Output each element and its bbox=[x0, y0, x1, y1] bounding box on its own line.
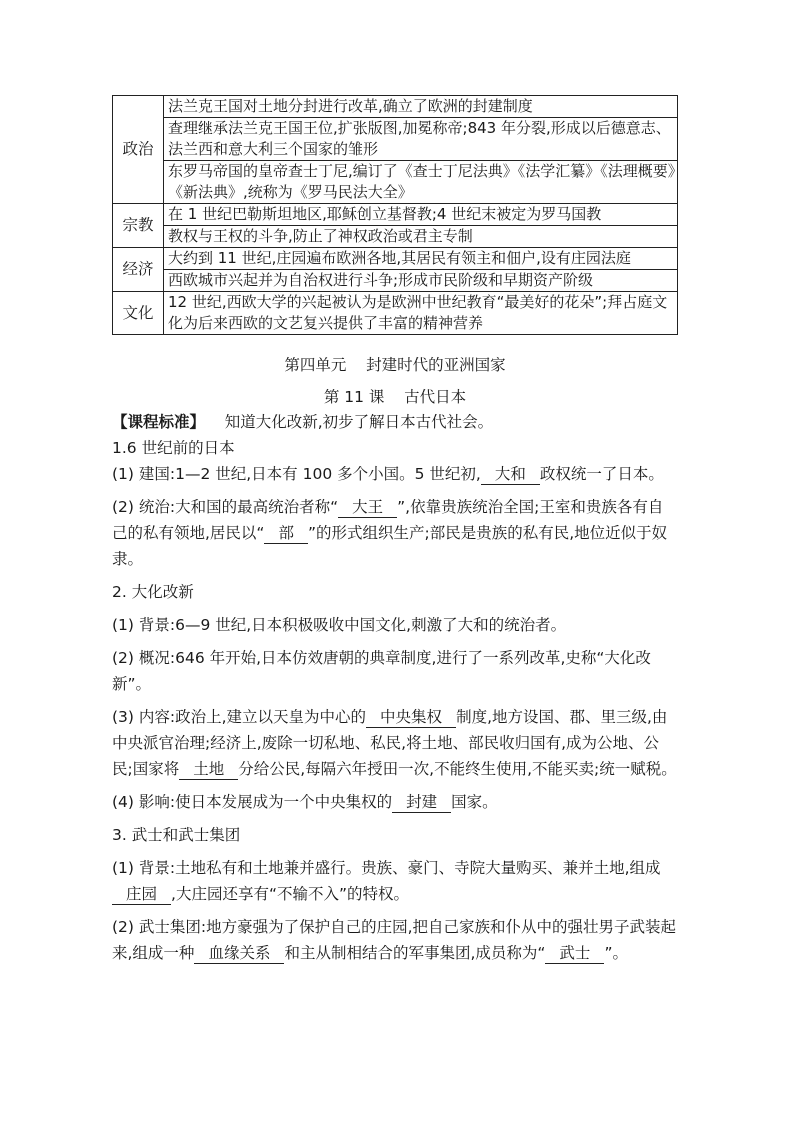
answer-blank: 部 bbox=[264, 523, 308, 544]
course-standard-text: 知道大化改新,初步了解日本古代社会。 bbox=[205, 413, 494, 431]
text-run: 分给公民,每隔六年授田一次,不能终生使用,不能买卖;统一赋税。 bbox=[238, 760, 677, 778]
text-run: (2) 统治:大和国的最高统治者称“ bbox=[112, 498, 339, 516]
answer-blank: 中央集权 bbox=[366, 707, 456, 728]
paragraph: (2) 概况:646 年开始,日本仿效唐朝的典章制度,进行了一系列改革,史称“大化改新”。 bbox=[112, 649, 651, 693]
table-cell: 查理继承法兰克王国王位,扩张版图,加冕称帝;843 年分裂,形成以后德意志、法兰西和意大利三个国家的雏形 bbox=[164, 118, 678, 161]
text-run: (4) 影响:使日本发展成为一个中央集权的 bbox=[112, 793, 393, 811]
paragraph bbox=[112, 914, 678, 966]
answer-blank: 庄园 bbox=[112, 884, 171, 905]
text-run: 和主从制相结合的军事集团,成员称为“ bbox=[284, 944, 546, 962]
table-cell: 西欧城市兴起并为自治权进行斗争;形成市民阶级和早期资产阶级 bbox=[164, 270, 678, 292]
section-heading: 3. 武士和武士集团 bbox=[112, 826, 241, 844]
text-run: (2) 武士集团:地方豪强为了保护自己的庄园,把自己家族和仆从中的强壮男子武装起来,组成一种 bbox=[112, 918, 677, 962]
text-run: ,大庄园还享有“不输不入”的特权。 bbox=[171, 885, 410, 903]
document-page bbox=[112, 95, 678, 966]
table-category-culture: 文化 bbox=[113, 292, 164, 335]
table-row bbox=[113, 96, 678, 118]
table-category-religion: 宗教 bbox=[113, 204, 164, 248]
table-cell: 法兰克王国对土地分封进行改革,确立了欧洲的封建制度 bbox=[164, 96, 678, 118]
unit-title: 第四单元 封建时代的亚洲国家 bbox=[284, 356, 506, 374]
paragraph bbox=[112, 704, 678, 782]
text-run: ”的形式组织生产;部民是贵族的私有民,地位近似于奴隶。 bbox=[112, 524, 668, 568]
paragraph bbox=[112, 494, 678, 572]
text-run: 制度,地方设国、郡、里三级,由中央派官治理;经济上,废除一切私地、私民,将土地、部民收归国有,成为公地、公民;国家将 bbox=[112, 708, 668, 778]
text-run: (1) 背景:土地私有和土地兼并盛行。贵族、豪门、寺院大量购买、兼并土地,组成 bbox=[112, 859, 661, 877]
text-run: 国家。 bbox=[451, 793, 498, 811]
answer-blank: 大和 bbox=[481, 464, 540, 485]
answer-blank: 土地 bbox=[179, 759, 238, 780]
paragraph bbox=[112, 461, 678, 487]
text-run: (3) 内容:政治上,建立以天皇为中心的 bbox=[112, 708, 367, 726]
text-run: ”。 bbox=[604, 944, 628, 962]
course-standard-label: 【课程标准】 bbox=[112, 413, 206, 431]
table-row bbox=[113, 226, 678, 248]
table-row bbox=[113, 161, 678, 204]
text-run: ”,依靠贵族统治全国;王室和贵族各有自己的私有领地,居民以“ bbox=[112, 498, 664, 542]
section-heading: 1.6 世纪前的日本 bbox=[112, 439, 235, 457]
paragraph: (1) 背景:6—9 世纪,日本积极吸收中国文化,刺激了大和的统治者。 bbox=[112, 616, 567, 634]
table-cell: 教权与王权的斗争,防止了神权政治或君主专制 bbox=[164, 226, 678, 248]
table-cell: 12 世纪,西欧大学的兴起被认为是欧洲中世纪教育“最美好的花朵”;拜占庭文化为后来西欧的文艺复兴提供了丰富的精神营养 bbox=[164, 292, 678, 335]
table-cell: 大约到 11 世纪,庄园遍布欧洲各地,其居民有领主和佃户,设有庄园法庭 bbox=[164, 248, 678, 270]
text-run: 政权统一了日本。 bbox=[539, 465, 664, 483]
table-category-politics: 政治 bbox=[113, 96, 164, 204]
table-row bbox=[113, 204, 678, 226]
answer-blank: 武士 bbox=[545, 943, 604, 964]
answer-blank: 封建 bbox=[392, 792, 451, 813]
table-row bbox=[113, 270, 678, 292]
table-row bbox=[113, 118, 678, 161]
table-row bbox=[113, 248, 678, 270]
summary-table bbox=[112, 95, 678, 335]
answer-blank: 大王 bbox=[338, 497, 397, 518]
course-standard bbox=[112, 409, 678, 435]
table-category-economy: 经济 bbox=[113, 248, 164, 292]
paragraph bbox=[112, 789, 678, 815]
table-cell: 在 1 世纪巴勒斯坦地区,耶稣创立基督教;4 世纪末被定为罗马国教 bbox=[164, 204, 678, 226]
answer-blank: 血缘关系 bbox=[194, 943, 284, 964]
lesson-title: 第 11 课 古代日本 bbox=[323, 388, 467, 406]
table-cell: 东罗马帝国的皇帝查士丁尼,编订了《查士丁尼法典》《法学汇纂》《法理概要》《新法典》,统称为《罗马民法大全》 bbox=[164, 161, 678, 204]
paragraph bbox=[112, 855, 678, 907]
text-run: (1) 建国:1—2 世纪,日本有 100 多个小国。5 世纪初, bbox=[112, 465, 481, 483]
table-row bbox=[113, 292, 678, 335]
section-heading: 2. 大化改新 bbox=[112, 583, 194, 601]
